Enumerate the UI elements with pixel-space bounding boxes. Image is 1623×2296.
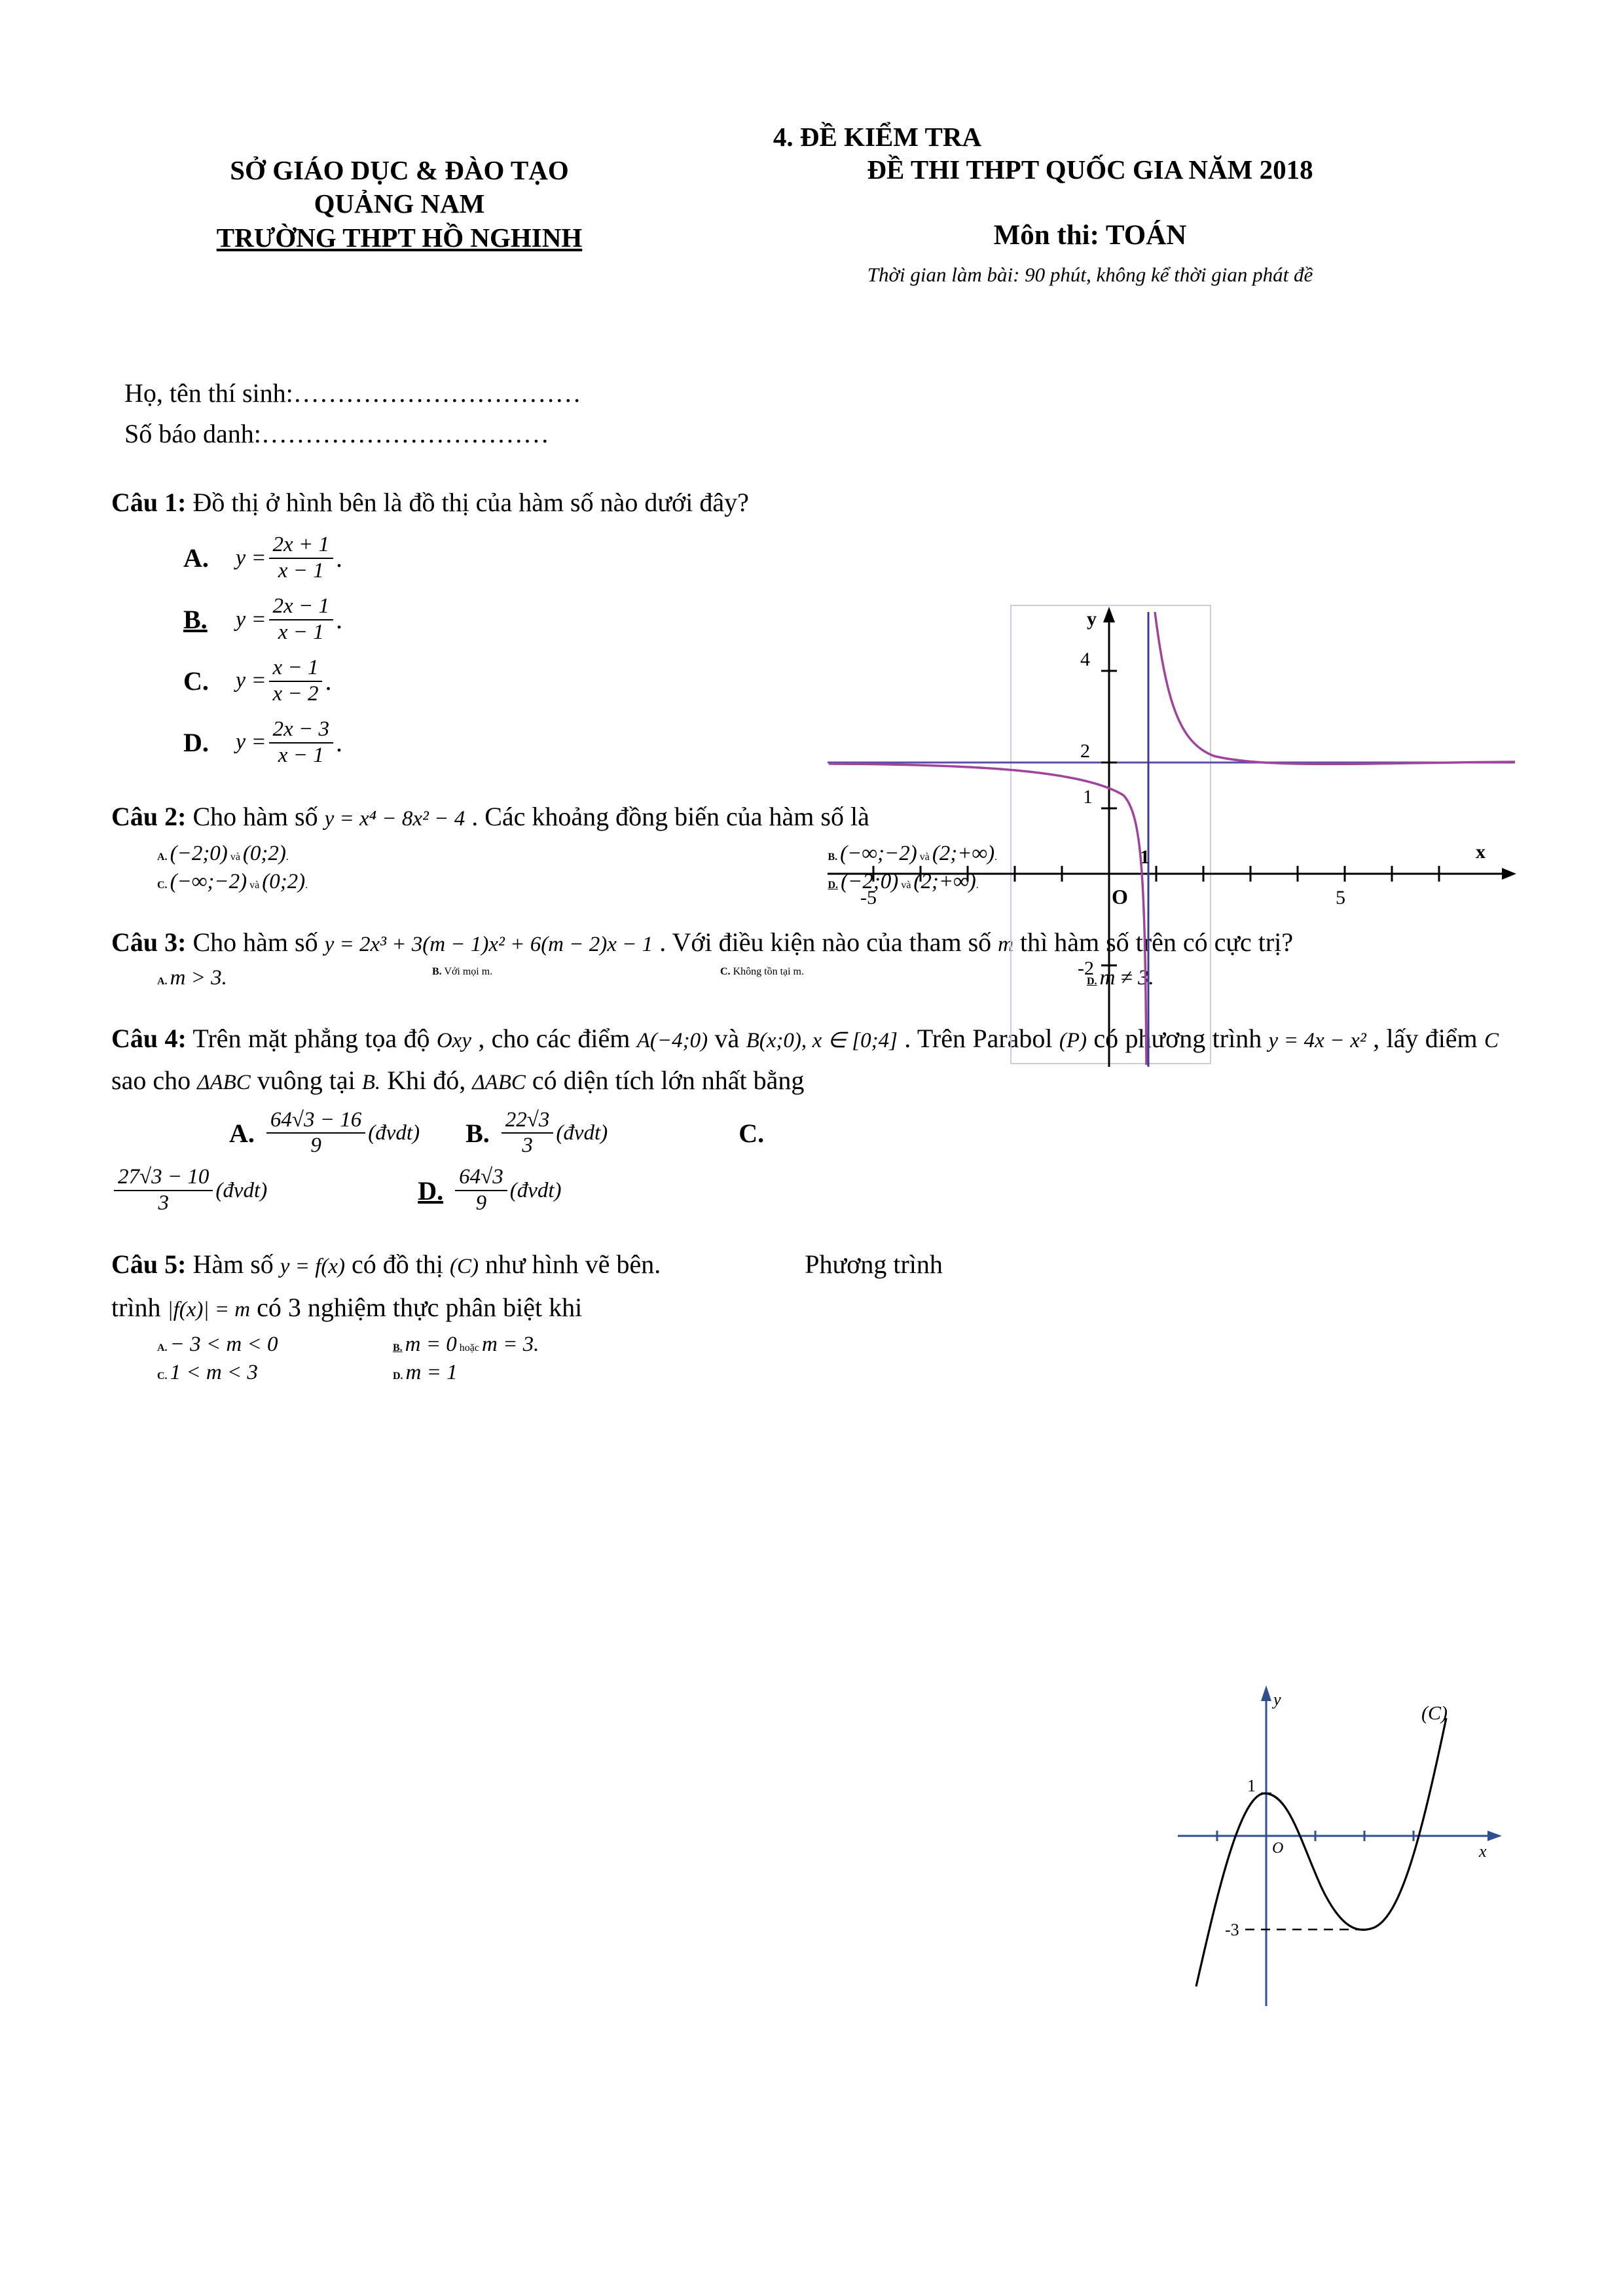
choice-d-numerator: 2x − 3: [272, 717, 329, 741]
choice-d-label: D.: [183, 727, 209, 757]
choice-b-label: B.: [183, 604, 208, 634]
choice-c-label: C.: [739, 1118, 765, 1148]
choice-b-label: B.: [432, 965, 442, 977]
question-4-vertex-b: B.: [361, 1070, 381, 1094]
document-title: 4. ĐỀ KIỂM TRA: [773, 122, 982, 152]
choice-b-conjunction: và: [919, 851, 930, 863]
choice-b-numerator: 2x − 1: [272, 594, 329, 618]
document-header: [111, 118, 1499, 334]
choice-b-numerator: 22√3: [505, 1107, 550, 1132]
question-4-triangle-2: ΔABC: [472, 1070, 526, 1094]
choice-a-label: A.: [157, 975, 168, 987]
question-1-number: Câu 1:: [111, 488, 187, 517]
choice-c-text: 1 < m < 3: [170, 1361, 258, 1385]
svg-text:x: x: [1476, 841, 1486, 863]
choice-d[interactable]: [393, 1361, 458, 1385]
svg-text:O: O: [1272, 1840, 1284, 1857]
choice-d-interval-1: (−2;0): [841, 869, 899, 893]
choice-c[interactable]: [157, 1361, 393, 1385]
choice-b-denominator: 3: [501, 1132, 554, 1158]
choice-c-numerator: 27√3 − 10: [118, 1165, 210, 1189]
choice-a-numerator: 64√3 − 16: [270, 1107, 362, 1132]
svg-text:1: 1: [1083, 786, 1093, 808]
question-4-and: và: [714, 1023, 740, 1053]
choice-c[interactable]: [114, 1165, 213, 1216]
choice-d-label: D.: [828, 879, 839, 891]
question-5: [111, 1244, 1146, 1285]
choice-d-denominator: 9: [455, 1190, 507, 1216]
question-5-function: y = f(x): [280, 1255, 345, 1279]
question-2-text-a: Cho hàm số: [192, 801, 318, 831]
question-4-text-g: vuông tại: [257, 1065, 356, 1095]
question-5-number: Câu 5:: [111, 1249, 187, 1280]
choice-d-label: D.: [418, 1175, 444, 1206]
choice-b-label: B.: [828, 851, 838, 863]
question-5-text-b: có đồ thị: [352, 1249, 443, 1280]
choice-b-denominator: x − 1: [269, 619, 333, 645]
question-4-text-a: Trên mặt phẳng tọa độ: [192, 1023, 430, 1053]
question-3-formula: y = 2x³ + 3(m − 1)x² + 6(m − 2)x − 1: [324, 932, 653, 956]
choice-a-label: A.: [229, 1118, 255, 1148]
question-5-choices-row-2: [157, 1361, 1499, 1385]
choice-b-text-2: m = 3.: [481, 1333, 539, 1357]
question-4-choices-row-1: [151, 1108, 1499, 1159]
choice-c-label: C.: [157, 1371, 168, 1382]
question-5-text-c: như hình vẽ bên.: [484, 1249, 661, 1280]
svg-text:x: x: [1479, 1842, 1487, 1861]
choice-d[interactable]: D. y = $\frac{2x - 3}{x - 1}$ .: [183, 717, 342, 767]
choice-a-interval-1: (−2;0): [170, 841, 228, 865]
svg-text:-3: -3: [1225, 1920, 1239, 1939]
exam-title: ĐỀ THI THPT QUỐC GIA NĂM 2018: [867, 154, 1313, 185]
question-5-text-a: Hàm số: [192, 1249, 274, 1280]
choice-d[interactable]: [455, 1165, 507, 1216]
question-3-text-b: . Với điều kiện nào của tham số: [659, 927, 992, 957]
svg-text:y: y: [1273, 1690, 1281, 1709]
choice-a-interval-2: (0;2): [242, 841, 286, 865]
choice-c-interval-2: (0;2): [262, 869, 306, 893]
choice-c-denominator: 3: [114, 1190, 213, 1216]
candidate-id-field[interactable]: Số báo danh:……………………………: [124, 419, 549, 448]
choice-d-interval-2: (2;+∞): [913, 869, 976, 893]
choice-d[interactable]: D. (−2;0) và (2;+∞).: [828, 869, 979, 893]
question-4-parabola-equation: y = 4x − x²: [1268, 1028, 1366, 1052]
question-4-point-c: C: [1484, 1028, 1499, 1052]
choice-a-denominator: x − 1: [269, 558, 333, 584]
svg-text:(C): (C): [1421, 1702, 1448, 1724]
choice-a-numerator: 2x + 1: [272, 533, 329, 556]
question-4-text-e: , lấy điểm: [1373, 1023, 1478, 1053]
choice-a[interactable]: [157, 1333, 393, 1357]
choice-c-conjunction: và: [249, 879, 260, 891]
choice-c[interactable]: C. (−∞;−2) và (0;2).: [157, 869, 308, 893]
choice-b[interactable]: B. (−∞;−2) và (2;+∞).: [828, 841, 998, 865]
question-5-text-f: có 3 nghiệm thực phân biệt khi: [257, 1293, 583, 1323]
question-5-text-d: Phương trình: [805, 1249, 943, 1280]
school-block: [131, 154, 668, 255]
question-5-text-e2: [949, 1249, 956, 1279]
choice-a-conjunction: và: [230, 851, 240, 863]
candidate-name-field[interactable]: Họ, tên thí sinh:……………………………: [124, 378, 581, 408]
exam-duration: Thời gian làm bài: 90 phút, không kể thời gian phát đề: [867, 263, 1313, 286]
choice-b[interactable]: [432, 966, 720, 990]
question-2-number: Câu 2:: [111, 801, 187, 831]
choice-c-interval-1: (−∞;−2): [170, 869, 247, 893]
question-4-text-c: . Trên Parabol: [904, 1023, 1053, 1053]
svg-text:5: 5: [1336, 887, 1345, 908]
svg-text:4: 4: [1080, 649, 1090, 670]
question-3-text-c: thì hàm số trên có cực trị?: [1020, 927, 1294, 957]
question-4-number: Câu 4:: [111, 1023, 187, 1053]
choice-c-label: C.: [183, 666, 209, 696]
choice-a[interactable]: [266, 1108, 365, 1159]
question-1: [111, 482, 1499, 768]
cubic-graph: [1125, 1679, 1525, 2019]
choice-b-conjunction: hoặc: [459, 1342, 479, 1354]
question-5-figure: [1125, 1679, 1525, 2019]
svg-text:-5: -5: [860, 887, 877, 908]
question-4-triangle-1: ΔABC: [197, 1070, 251, 1094]
question-4-choices-row-2: [111, 1165, 1499, 1216]
choice-b-interval-2: (2;+∞): [932, 841, 995, 865]
choice-a[interactable]: A. (−2;0) và (0;2).: [157, 841, 289, 865]
question-4-text-h: Khi đó,: [387, 1065, 466, 1095]
question-4-text-d: có phương trình: [1093, 1023, 1262, 1053]
school-name: TRƯỜNG THPT HỒ NGHINH: [216, 222, 583, 253]
choice-b[interactable]: [501, 1108, 554, 1159]
department-line-1: SỞ GIÁO DỤC & ĐÀO TẠO: [230, 155, 569, 185]
candidate-block: [124, 373, 1499, 454]
choice-a[interactable]: A. y = $\frac{2x + 1}{x - 1}$ .: [183, 533, 342, 583]
question-5-line-2: trình |f(x)| = m có 3 nghiệm thực phân biệt khi: [111, 1293, 583, 1323]
department-line-2: QUẢNG NAM: [314, 188, 485, 219]
question-4-choices: [111, 1108, 1499, 1217]
choice-d-conjunction: và: [901, 879, 911, 891]
choice-a-label: A.: [157, 851, 168, 863]
question-5-curve-symbol: (C): [449, 1255, 479, 1279]
question-4-text-b: , cho các điểm: [478, 1023, 630, 1053]
question-5-choices-row-1: [157, 1333, 1499, 1357]
choice-a[interactable]: [157, 966, 432, 990]
choice-c-label: C.: [720, 965, 731, 977]
choice-d-unit: (đvdt): [509, 1178, 562, 1202]
choice-a-text: − 3 < m < 0: [170, 1333, 278, 1357]
choice-a-denominator: 9: [266, 1132, 365, 1158]
choice-c-text: Không tồn tại m.: [733, 965, 804, 977]
question-4-text-f: sao cho: [111, 1065, 191, 1095]
svg-text:y: y: [1087, 608, 1097, 630]
choice-b-label: B.: [393, 1342, 403, 1354]
question-5-choices: [157, 1333, 1499, 1385]
svg-text:-2: -2: [1078, 958, 1094, 979]
question-1-choices: [183, 533, 1499, 768]
choice-a-label: A.: [157, 1342, 168, 1354]
choice-b[interactable]: [393, 1333, 539, 1357]
choice-c-denominator: x − 2: [269, 681, 323, 707]
choice-c-numerator: x − 1: [272, 655, 319, 679]
choice-d-label: D.: [393, 1371, 403, 1382]
svg-text:2: 2: [1080, 740, 1090, 762]
question-4-oxy: Oxy: [436, 1028, 471, 1052]
choice-d-text: m ≠ 3.: [1099, 965, 1154, 990]
question-2-text-b: . Các khoảng đồng biến của hàm số là: [471, 801, 869, 831]
choice-b[interactable]: B. y = $\frac{2x - 1}{x - 1}$ .: [183, 594, 342, 644]
question-4-point-b: B(x;0), x ∈ [0;4]: [746, 1028, 898, 1052]
choice-c-unit: (đvdt): [215, 1178, 268, 1202]
choice-b-interval-1: (−∞;−2): [840, 841, 917, 865]
question-3-text-a: Cho hàm số: [192, 927, 318, 957]
choice-a-text: m > 3.: [170, 965, 227, 990]
exam-subject: Môn thi: TOÁN: [993, 220, 1187, 251]
question-4-point-a: A(−4;0): [636, 1028, 708, 1052]
question-4-parabola-symbol: (P): [1059, 1028, 1087, 1052]
choice-b-label: B.: [465, 1118, 490, 1148]
choice-b-text: m = 0: [405, 1333, 457, 1357]
choice-d-numerator: 64√3: [459, 1165, 503, 1189]
question-2-formula: y = x⁴ − 8x² − 4: [324, 806, 465, 831]
choice-d-label: D.: [1087, 975, 1097, 987]
question-1-text: Đồ thị ở hình bên là đồ thị của hàm số nào dưới đây?: [192, 488, 749, 517]
choice-a-label: A.: [183, 543, 209, 573]
choice-d-text: m = 1: [405, 1361, 458, 1385]
svg-text:1: 1: [1140, 846, 1150, 868]
exam-info-block: [687, 154, 1493, 287]
choice-b-unit: (đvdt): [556, 1121, 608, 1145]
question-3-parameter: m: [998, 932, 1014, 956]
question-5-equation: |f(x)| = m: [167, 1298, 251, 1322]
svg-text:1: 1: [1247, 1776, 1256, 1795]
question-4-text-i: có diện tích lớn nhất bằng: [532, 1065, 805, 1095]
choice-c[interactable]: C. y = $\frac{x - 1}{x - 2}$ .: [183, 655, 332, 706]
choice-d-denominator: x − 1: [269, 742, 333, 768]
svg-text:O: O: [1112, 885, 1128, 908]
question-3-number: Câu 3:: [111, 927, 187, 957]
choice-b-text: Với mọi m.: [444, 965, 493, 977]
choice-c-label: C.: [157, 879, 168, 891]
choice-a-unit: (đvdt): [368, 1121, 420, 1145]
